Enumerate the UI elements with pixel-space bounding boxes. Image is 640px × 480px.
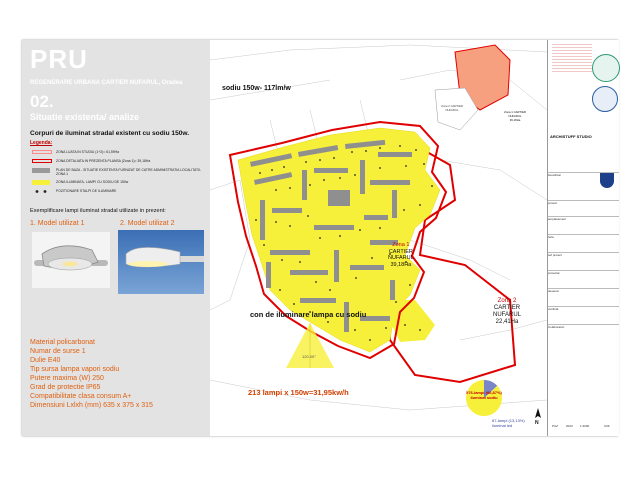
spec-line: Compatibilitate clasa consum A+ bbox=[30, 393, 132, 400]
zona-1-name: CARTIER bbox=[388, 248, 413, 255]
legend-swatch-detailed-zone bbox=[32, 159, 52, 163]
sodium-label: sodiu 150w- 117lm/w bbox=[222, 85, 291, 92]
map-canvas bbox=[210, 40, 547, 436]
legend-swatch-base-plan bbox=[32, 168, 50, 173]
zona-1-name: NUFARUL bbox=[388, 255, 414, 261]
section-title: Situatie existenta/ analize bbox=[30, 112, 140, 122]
project-subtitle: REGENERARE URBANA CARTIER NUFARUL, Oradea bbox=[30, 80, 183, 86]
tb-row: desenat bbox=[548, 288, 619, 293]
tb-row: proiect bbox=[548, 200, 619, 205]
tb-row: amplasament bbox=[548, 216, 619, 221]
tb-row: faza bbox=[548, 234, 619, 239]
zona-1-title: Zona 1 bbox=[392, 242, 410, 248]
drawing-scale: 1:3000 bbox=[580, 424, 590, 428]
sheet-number: U06 bbox=[604, 424, 610, 428]
left-info-panel bbox=[22, 40, 210, 436]
cone-label: con de iluminare lampa cu sodiu bbox=[250, 310, 367, 319]
models-intro: Exemplificare lampi iluminat stradal utilizate in prezent: bbox=[30, 208, 166, 214]
tb-row: Colaboratori bbox=[548, 324, 619, 329]
model-2-label: 2. Model utilizat 2 bbox=[120, 220, 175, 227]
legend-title: Legenda: bbox=[30, 140, 53, 146]
legend-swatch-study-zone bbox=[32, 150, 52, 154]
north-label: N bbox=[535, 420, 539, 426]
section-number: 02. bbox=[30, 92, 54, 111]
certification-seal bbox=[592, 86, 618, 112]
legend-label: ZONA DETALIATA IN PREZENTA PLANSA (Zona 1)= 39,18Ha bbox=[56, 159, 151, 163]
spec-line: Numar de surse 1 bbox=[30, 348, 86, 355]
drawing-date: 2023 bbox=[566, 424, 573, 428]
zona-2-name: CARTIER bbox=[493, 305, 521, 311]
zona-2-label bbox=[493, 298, 521, 326]
model-1-label: 1. Model utilizat 1 bbox=[30, 220, 85, 227]
spec-line: Dulie E40 bbox=[30, 357, 61, 364]
certification-seal bbox=[592, 54, 620, 82]
pie-label-led: 87-lampi (13,13%) iluminat led bbox=[492, 418, 525, 428]
legend-item-poles bbox=[30, 187, 206, 196]
inset-map bbox=[435, 45, 510, 130]
legend-item-detailed-zone bbox=[30, 157, 206, 166]
tb-row: beneficiar bbox=[548, 172, 619, 177]
legend-label: POZITIONARE STALPI DE ILUMINARE bbox=[56, 189, 117, 193]
legend-item-study-zone bbox=[30, 148, 206, 157]
north-arrow bbox=[535, 408, 541, 418]
spec-line: Tip sursa lampa vapori sodiu bbox=[30, 366, 120, 373]
cone-angle: 120.00° bbox=[302, 354, 316, 359]
drawing-sheet bbox=[22, 40, 618, 436]
company-name: ARCHISTUFF STUDIO bbox=[550, 134, 592, 139]
tb-row: proiectat bbox=[548, 270, 619, 275]
zona-1-label bbox=[388, 242, 414, 268]
site-map bbox=[210, 40, 547, 436]
legend-label: PLAN DE BAZA - SITUATIE EXISTENTA FURNIZAT DE CATRE ADMINISTRATIA LOCALITATII- ZONA 1 bbox=[56, 168, 202, 176]
legend-item-base-plan bbox=[30, 166, 206, 178]
title-block bbox=[547, 40, 619, 436]
spec-line: Putere maxima (W) 250 bbox=[30, 375, 104, 382]
zona-2-name: NUFARUL bbox=[493, 312, 522, 318]
legend-swatch-lit-zone bbox=[32, 180, 50, 185]
spec-line: Grad de protectie IP65 bbox=[30, 384, 101, 391]
spec-line: Dimensiuni Lxlxh (mm) 635 x 375 x 315 bbox=[30, 402, 153, 409]
registration-stamp bbox=[552, 42, 592, 74]
legend-label: ZONA ILUMINATA- LAMPI CU SODIU DE 150w bbox=[56, 180, 129, 184]
project-title: PRU bbox=[30, 44, 88, 74]
spec-line: Material policarbonat bbox=[30, 339, 95, 346]
lamp-specs bbox=[30, 338, 153, 410]
zona-1-area: 39,18Ha bbox=[390, 261, 412, 268]
legend-swatch-poles bbox=[32, 189, 50, 194]
tb-row: verificat bbox=[548, 306, 619, 311]
pie-label-sodium: 576-lampi (86,87%) iluminat sodiu bbox=[466, 390, 502, 400]
lamp-total: 213 lampi x 150w=31,95kw/h bbox=[248, 388, 349, 397]
legend-label: ZONA LUATA IN STUDIU (1+2)= 61,59Ha bbox=[56, 150, 119, 154]
tb-row: sef proiect bbox=[548, 252, 619, 257]
zona-2-title: Zona 2 bbox=[497, 298, 517, 304]
inset-zona-2: Zona 2 CARTIER NUFARUL bbox=[441, 104, 463, 112]
legend-item-lit-zone bbox=[30, 178, 206, 187]
lamp-model-1-image bbox=[32, 232, 110, 288]
zona-2-area: 22,41Ha bbox=[495, 319, 519, 325]
drawing-phase: PUZ bbox=[552, 424, 558, 428]
inset-zona-1: Zona 1 CARTIER NUFARUL 39,18Ha bbox=[504, 110, 526, 122]
legend bbox=[30, 148, 206, 196]
lamp-model-2-image bbox=[118, 230, 204, 294]
legend-heading: Corpuri de iluminat stradal existent cu sodiu 150w. bbox=[30, 130, 190, 137]
